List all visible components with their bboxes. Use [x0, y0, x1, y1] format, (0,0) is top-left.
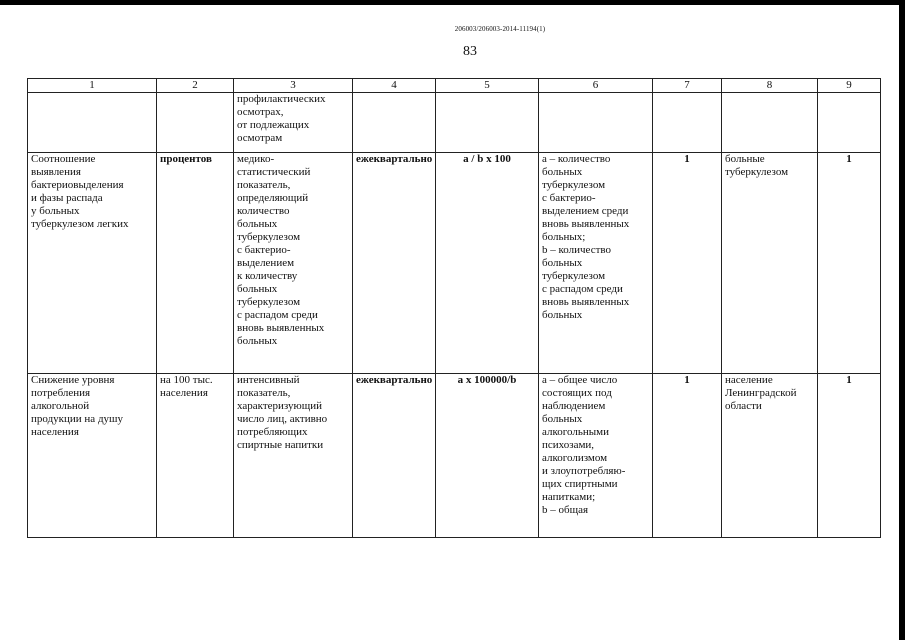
formula-legend-cell	[539, 93, 653, 153]
indicator-name-cell: Соотношение выявления бактериовыделения и фазы распада у больных туберкулезом легких	[28, 153, 157, 374]
population-cell: население Ленинградской области	[722, 374, 818, 538]
indicator-name-cell: Снижение уровня потребления алкогольной продукции на душу населения	[28, 374, 157, 538]
column-7-cell	[653, 93, 722, 153]
periodicity-cell: ежеквартально	[353, 153, 436, 374]
column-header: 9	[818, 79, 881, 93]
unit-cell: на 100 тыс. населения	[157, 374, 234, 538]
column-9-cell: 1	[818, 153, 881, 374]
column-header: 6	[539, 79, 653, 93]
table-row	[28, 93, 881, 153]
column-header: 3	[234, 79, 353, 93]
table-row	[28, 153, 881, 374]
definition-cell: медико- статистический показатель, определяющий количество больных туберкулезом с бактерио- выделением к количеству больных туберкулезом с распадом среди вновь выявленных больных	[234, 153, 353, 374]
page-number: 83	[463, 44, 477, 59]
formula-cell: a / b x 100	[436, 153, 539, 374]
column-header: 1	[28, 79, 157, 93]
column-9-cell	[818, 93, 881, 153]
scan-border-top	[0, 0, 905, 5]
formula-cell	[436, 93, 539, 153]
unit-cell	[157, 93, 234, 153]
definition-cell: профилактических осмотрах, от подлежащих осмотрам	[234, 93, 353, 153]
column-9-cell: 1	[818, 374, 881, 538]
column-header: 8	[722, 79, 818, 93]
table-row	[28, 374, 881, 538]
indicator-name-cell	[28, 93, 157, 153]
formula-legend-cell: a – количество больных туберкулезом с бактерио- выделением среди вновь выявленных больных; b – количество больных туберкулезом с распадом среди вновь выявленных больных	[539, 153, 653, 374]
column-header: 5	[436, 79, 539, 93]
column-header: 7	[653, 79, 722, 93]
scan-border-right	[899, 0, 905, 640]
formula-legend-cell: a – общее число состоящих под наблюдением больных алкогольными психозами, алкоголизмом и злоупотребляю- щих спиртными напитками; b – общая	[539, 374, 653, 538]
unit-cell: процентов	[157, 153, 234, 374]
column-7-cell: 1	[653, 153, 722, 374]
indicator-table	[27, 78, 881, 538]
population-cell	[722, 93, 818, 153]
column-7-cell: 1	[653, 374, 722, 538]
document-id: 206003/206003-2014-11194(1)	[454, 25, 546, 33]
column-header: 4	[353, 79, 436, 93]
formula-cell: a x 100000/b	[436, 374, 539, 538]
definition-cell: интенсивный показатель, характеризующий число лиц, активно потребляющих спиртные напитки	[234, 374, 353, 538]
population-cell: больные туберкулезом	[722, 153, 818, 374]
periodicity-cell: ежеквартально	[353, 374, 436, 538]
column-header: 2	[157, 79, 234, 93]
periodicity-cell	[353, 93, 436, 153]
column-numbers-row	[28, 79, 881, 93]
